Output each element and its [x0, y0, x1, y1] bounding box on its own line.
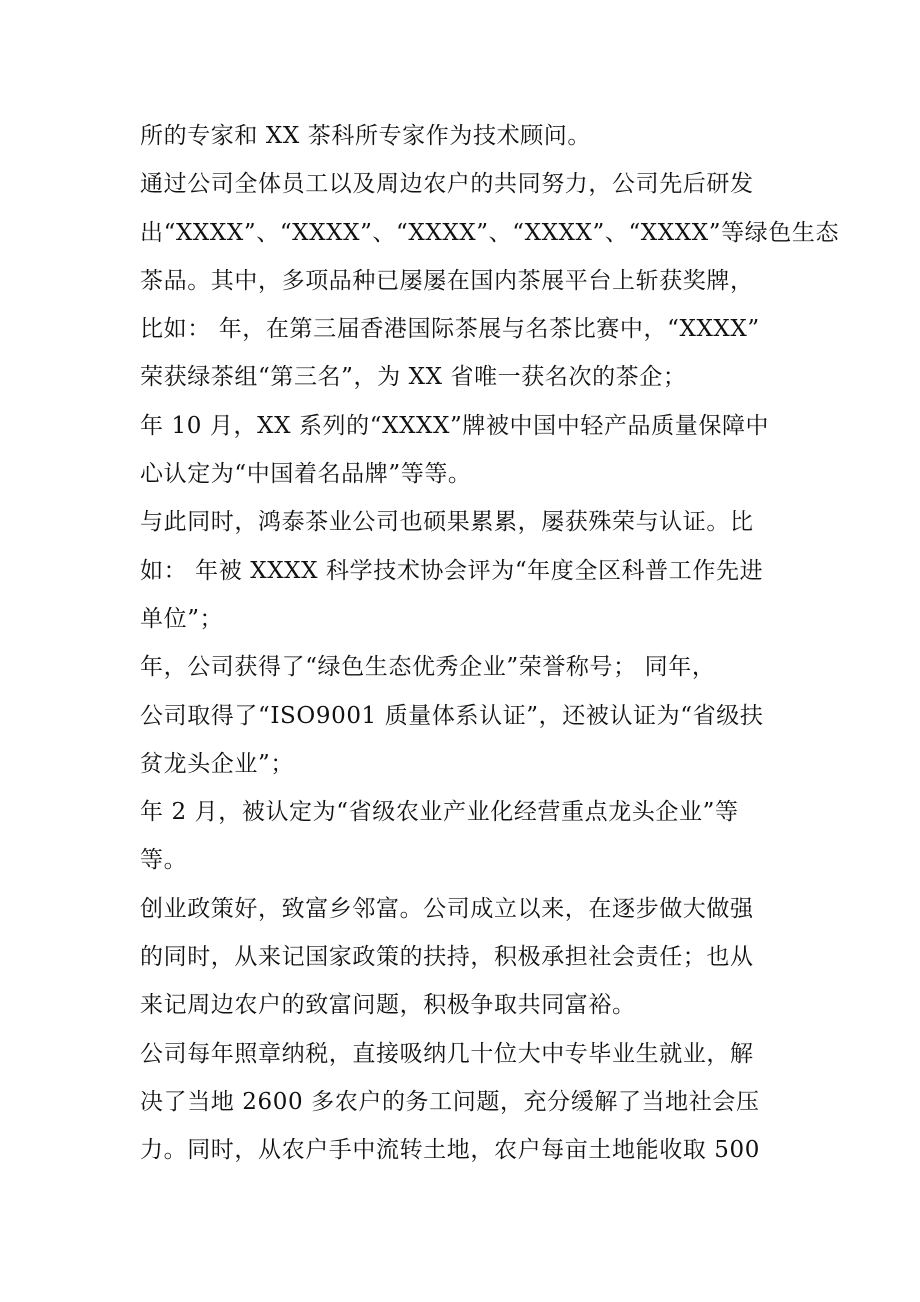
text-line: 年 10 月，XX 系列的“XXXX”牌被中国中轻产品质量保障中: [140, 412, 770, 439]
text-line: 茶品。其中，多项品种已屡屡在国内茶展平台上斩获奖牌，: [140, 267, 754, 294]
text-line: 力。同时，从农户手中流转土地，农户每亩土地能收取 500: [140, 1137, 761, 1164]
text-line: 通过公司全体员工以及周边农户的共同努力，公司先后研发: [140, 171, 754, 198]
body-text: [140, 112, 840, 1175]
text-line: 创业政策好，致富乡邻富。公司成立以来，在逐步做大做强: [140, 895, 754, 922]
text-line: 公司取得了“ISO9001 质量体系认证”，还被认证为“省级扶: [140, 702, 764, 729]
text-line: 如： 年被 XXXX 科学技术协会评为“年度全区科普工作先进: [140, 557, 764, 584]
text-line: 所的专家和 XX 茶科所专家作为技术顾问。: [140, 123, 591, 149]
text-line: 单位”；: [140, 605, 224, 632]
text-line: 与此同时，鸿泰茶业公司也硕果累累，屡获殊荣与认证。比: [140, 509, 754, 536]
text-line: 公司每年照章纳税，直接吸纳几十位大中专毕业生就业，解: [140, 1040, 754, 1067]
text-line: 心认定为“中国着名品牌”等等。: [140, 461, 472, 488]
text-line: 出“XXXX”、“XXXX”、“XXXX”、“XXXX”、“XXXX”等绿色生态: [140, 219, 840, 246]
text-line: 决了当地 2600 多农户的务工问题，充分缓解了当地社会压: [140, 1088, 760, 1115]
text-line: 年，公司获得了“绿色生态优秀企业”荣誉称号； 同年，: [140, 654, 716, 681]
text-line: 来记周边农户的致富问题，积极争取共同富裕。: [140, 992, 636, 1019]
text-line: 荣获绿茶组“第三名”，为 XX 省唯一获名次的茶企；: [140, 364, 687, 391]
text-line: 等。: [140, 847, 188, 874]
text-line: 贫龙头企业”；: [140, 750, 294, 777]
text-line: 的同时，从来记国家政策的扶持，积极承担社会责任；也从: [140, 944, 754, 971]
text-line: 年 2 月，被认定为“省级农业产业化经营重点龙头企业”等: [140, 799, 739, 826]
text-line: 比如： 年，在第三届香港国际茶展与名茶比赛中，“XXXX”: [140, 316, 760, 343]
